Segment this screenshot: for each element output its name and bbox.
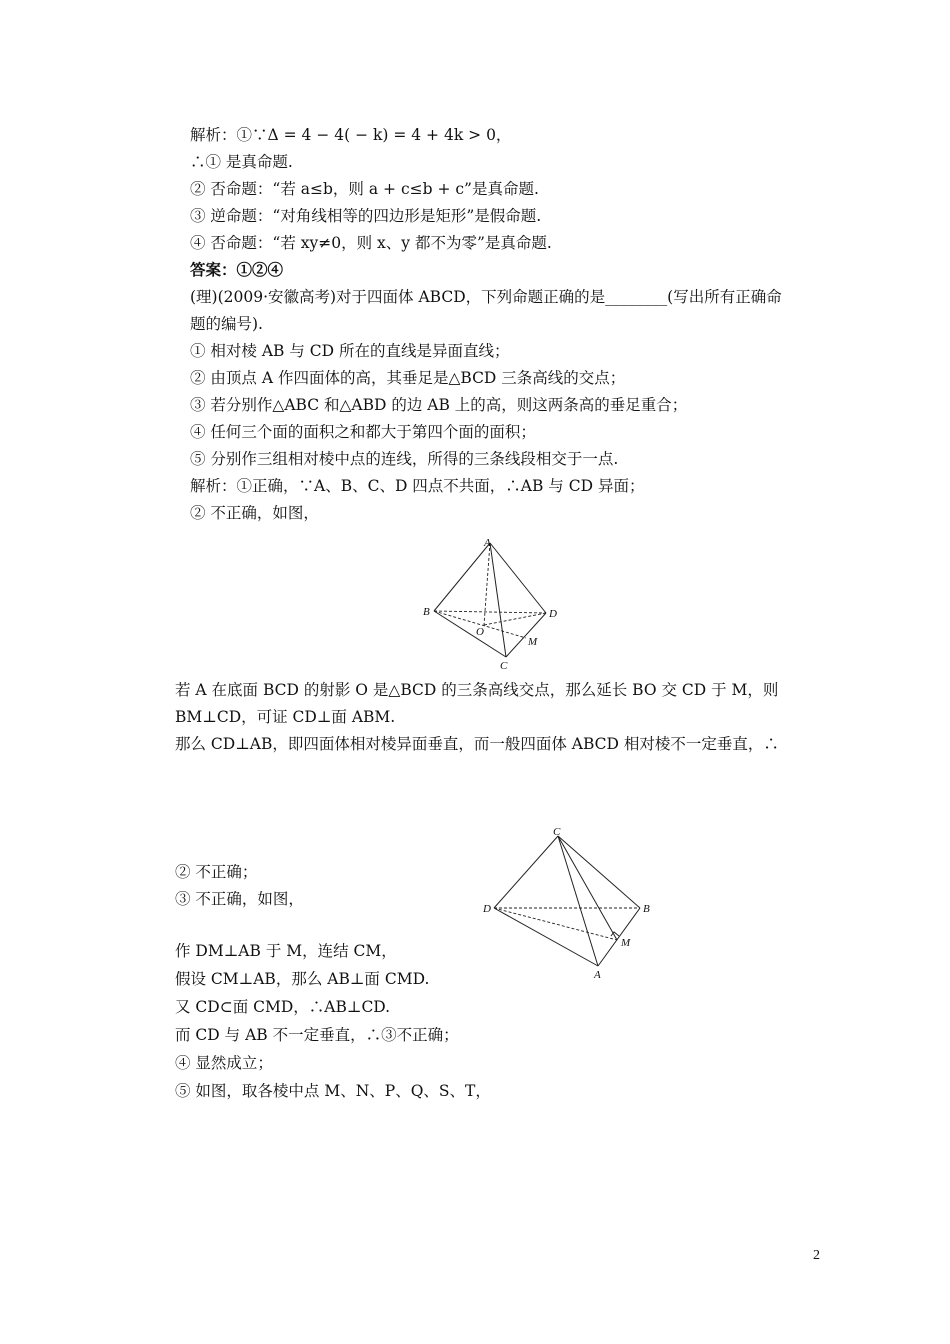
problem-line-1: (理)(2009·安徽高考)对于四面体 ABCD，下列命题正确的是________(写出所有正确命 (190, 288, 782, 306)
analysis-line-10: 又 CD⊂面 CMD，∴AB⊥CD. (175, 998, 391, 1016)
analysis-line-6: ② 不正确； (175, 863, 258, 881)
analysis-line-12: ④ 显然成立； (175, 1054, 273, 1072)
analysis-line-3: 若 A 在底面 BCD 的射影 O 是△BCD 的三条高线交点，那么延长 BO 交 CD 于 M，则 (175, 681, 779, 699)
analysis-line-2: ② 不正确，如图， (190, 504, 319, 522)
analysis-line-1: 解析：①正确，∵A、B、C、D 四点不共面，∴AB 与 CD 异面； (190, 477, 645, 495)
answer-line: 答案：①②④ (190, 260, 284, 279)
label-m: M (621, 937, 631, 949)
label-a: A (594, 969, 601, 981)
label-d: D (549, 608, 557, 620)
option-2: ② 由顶点 A 作四面体的高，其垂足是△BCD 三条高线的交点； (190, 369, 626, 387)
label-c: C (500, 660, 508, 672)
page-number: 2 (813, 1248, 820, 1263)
option-5: ⑤ 分别作三组相对棱中点的连线，所得的三条线段相交于一点. (190, 450, 619, 468)
option-1: ① 相对棱 AB 与 CD 所在的直线是异面直线； (190, 342, 510, 360)
label-m: M (528, 636, 538, 648)
solution-line-2: ∴① 是真命题. (190, 153, 293, 171)
edge-dc (506, 613, 546, 657)
analysis-line-9: 假设 CM⊥AB，那么 AB⊥面 CMD. (175, 970, 430, 988)
label-d: D (483, 903, 491, 915)
edge-bc (434, 611, 506, 657)
edge-cb (558, 836, 640, 908)
analysis-line-7: ③ 不正确，如图， (175, 890, 304, 908)
segment-cm (558, 836, 617, 940)
figure-2-tetrahedron (480, 822, 660, 982)
right-angle-mark (611, 932, 619, 936)
edge-cd (494, 836, 558, 908)
label-c: C (553, 826, 561, 838)
analysis-line-13: ⑤ 如图，取各棱中点 M、N、P、Q、S、T， (175, 1082, 491, 1100)
edge-bd-hidden (434, 611, 546, 613)
label-b: B (643, 903, 650, 915)
analysis-line-11: 而 CD 与 AB 不一定垂直，∴③不正确； (175, 1026, 459, 1044)
analysis-line-4: BM⊥CD，可证 CD⊥面 ABM. (175, 708, 396, 726)
solution-line-1: 解析：①∵Δ = 4 − 4( − k) = 4 + 4k > 0， (190, 126, 512, 144)
figure-1-tetrahedron (420, 535, 570, 675)
problem-line-2: 题的编号). (190, 315, 263, 333)
label-o: O (476, 626, 484, 638)
option-4: ④ 任何三个面的面积之和都大于第四个面的面积； (190, 423, 536, 441)
solution-line-5: ④ 否命题：“若 xy≠0，则 x、y 都不为零”是真命题. (190, 234, 552, 252)
label-b: B (423, 606, 430, 618)
solution-line-4: ③ 逆命题：“对角线相等的四边形是矩形”是假命题. (190, 207, 542, 225)
altitude-ao (484, 543, 490, 625)
edge-ab (434, 543, 490, 611)
analysis-line-5: 那么 CD⊥AB，即四面体相对棱异面垂直，而一般四面体 ABCD 相对棱不一定垂直，∴ (175, 735, 779, 753)
option-3: ③ 若分别作△ABC 和△ABD 的边 AB 上的高，则这两条高的垂足重合； (190, 396, 688, 414)
solution-line-3: ② 否命题：“若 a≤b，则 a + c≤b + c”是真命题. (190, 180, 539, 198)
analysis-line-8: 作 DM⊥AB 于 M，连结 CM， (175, 942, 397, 960)
label-a: A (484, 537, 491, 549)
segment-dm (494, 908, 617, 940)
